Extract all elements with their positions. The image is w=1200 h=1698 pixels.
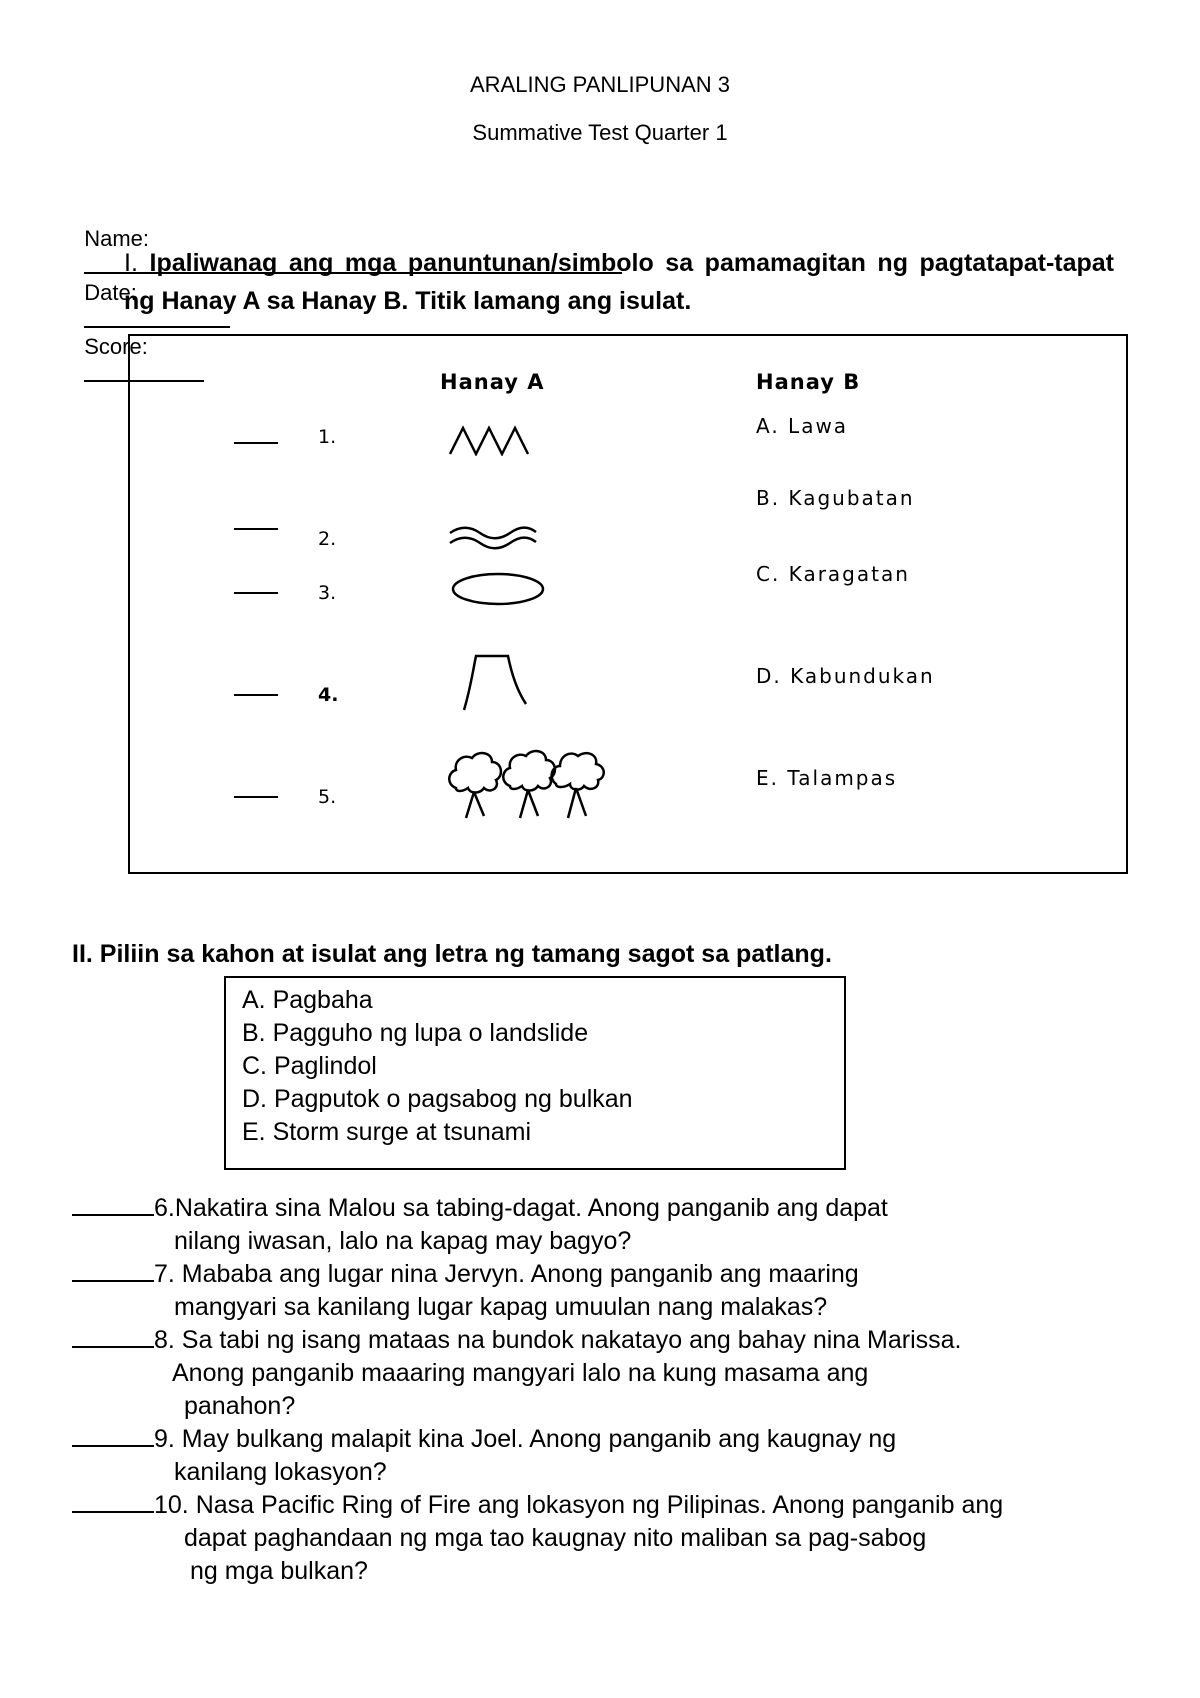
date-label: Date: [84,280,137,305]
hanay-b-item-e: E. Talampas [756,766,898,790]
answer-blank-3[interactable] [234,592,278,594]
choices-box [224,976,846,1170]
question-10-cont2: ng mga bulkan? [190,1557,368,1585]
question-6-cont: nilang iwasan, lalo na kapag may bagyo? [174,1227,632,1255]
score-label: Score: [84,334,148,359]
mountains-icon [448,424,538,456]
answer-blank-4[interactable] [234,694,278,696]
answer-blank-2[interactable] [234,528,278,530]
matching-box [128,334,1128,874]
item-number-1: 1. [318,426,337,448]
section1-instruction [124,244,1114,320]
page-subtitle: Summative Test Quarter 1 [472,120,728,145]
item-number-5: 5. [318,786,337,808]
choice-d: D. Pagputok o pagsabog ng bulkan [242,1085,633,1113]
question-6-text: 6.Nakatira sina Malou sa tabing-dagat. Anong panganib ang dapat [154,1194,888,1222]
hanay-b-item-d: D. Kabundukan [756,664,935,688]
hanay-b-item-b: B. Kagubatan [756,486,915,510]
answer-blank-10[interactable] [72,1489,154,1513]
questions-list [72,1192,1172,1588]
hanay-b-item-a: A. Lawa [756,414,849,438]
answer-blank-7[interactable] [72,1258,154,1282]
item-number-2: 2. [318,528,337,550]
section2-instruction: II. Piliin sa kahon at isulat ang letra ng tamang sagot sa patlang. [72,940,832,968]
hanay-b-header: Hanay B [756,370,861,394]
question-8 [72,1324,1172,1423]
choice-c: C. Paglindol [242,1052,377,1080]
question-10-cont: dapat paghandaan ng mga tao kaugnay nito maliban sa pag-sabog [184,1524,927,1552]
choice-a: A. Pagbaha [242,986,373,1014]
question-9-cont: kanilang lokasyon? [174,1458,387,1486]
plateau-icon [460,648,530,714]
question-8-cont2: panahon? [184,1392,296,1420]
waves-icon [448,524,538,550]
question-7 [72,1258,1172,1324]
trees-icon [444,748,610,820]
item-number-4: 4. [318,684,339,706]
item-number-3: 3. [318,582,337,604]
question-9-text: 9. May bulkang malapit kina Joel. Anong panganib ang kaugnay ng [154,1425,897,1453]
question-8-text: 8. Sa tabi ng isang mataas na bundok nakatayo ang bahay nina Marissa. [154,1326,962,1354]
question-7-cont: mangyari sa kanilang lugar kapag umuulan nang malakas? [174,1293,828,1321]
answer-blank-1[interactable] [234,442,278,444]
answer-blank-5[interactable] [234,796,278,798]
hanay-b-item-c: C. Karagatan [756,562,910,586]
hanay-a-header: Hanay A [440,370,545,394]
choice-b: B. Pagguho ng lupa o landslide [242,1019,589,1047]
question-10-text: 10. Nasa Pacific Ring of Fire ang lokasyon ng Pilipinas. Anong panganib ang [154,1491,1004,1519]
section1-roman: I. [124,249,138,277]
ellipse-icon [450,570,546,608]
answer-blank-9[interactable] [72,1423,154,1447]
choice-e: E. Storm surge at tsunami [242,1118,532,1146]
question-6 [72,1192,1172,1258]
question-8-cont: Anong panganib maaaring mangyari lalo na kung masama ang [172,1359,869,1387]
question-9 [72,1423,1172,1489]
answer-blank-8[interactable] [72,1324,154,1348]
section1-text: Ipaliwanag ang mga panuntunan/simbolo sa pamamagitan ng pagtatapat-tapat ng Hanay A sa Hanay B. Titik lamang ang isulat. [124,249,1114,315]
page-title: ARALING PANLIPUNAN 3 [469,72,730,97]
question-10 [72,1489,1172,1588]
answer-blank-6[interactable] [72,1192,154,1216]
name-label: Name: [84,226,150,251]
question-7-text: 7. Mababa ang lugar nina Jervyn. Anong panganib ang maaring [154,1260,859,1288]
